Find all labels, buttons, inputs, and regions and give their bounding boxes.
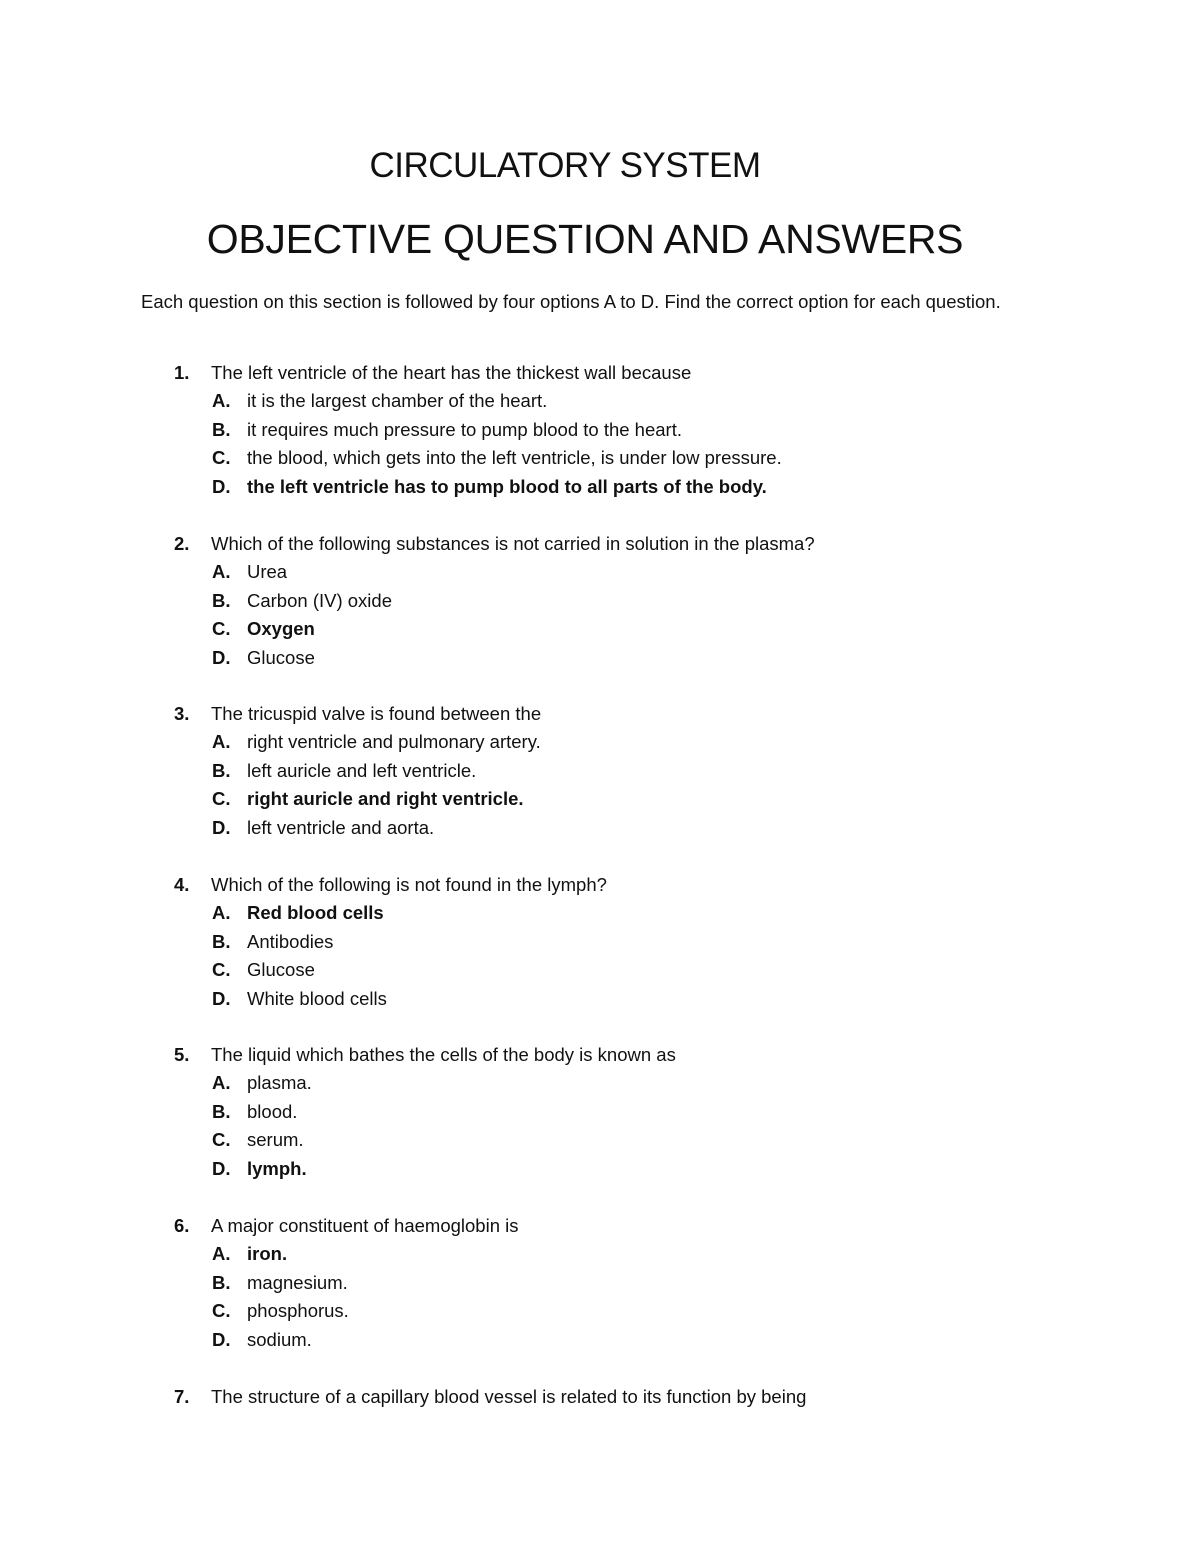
option-text: Glucose xyxy=(247,959,315,981)
option-text: Urea xyxy=(247,561,288,583)
question-text: The tricuspid valve is found between the xyxy=(211,703,542,724)
option-a xyxy=(174,1240,1074,1268)
correct-answer-text: the left ventricle has to pump blood to all parts of the body. xyxy=(247,475,767,497)
option-d xyxy=(174,1326,1074,1354)
option-c xyxy=(174,444,1074,472)
option-a xyxy=(174,387,1074,415)
option-letter: D. xyxy=(212,646,231,668)
document-subtitle: OBJECTIVE QUESTION AND ANSWERS xyxy=(206,216,964,262)
option-letter: C. xyxy=(212,959,231,981)
question-number: 7. xyxy=(174,1386,190,1407)
question-text: The structure of a capillary blood vessel is related to its function by being xyxy=(211,1386,807,1407)
question-text: A major constituent of haemoglobin is xyxy=(211,1215,519,1236)
option-d xyxy=(174,814,1074,842)
question-5 xyxy=(174,1041,1074,1183)
option-letter: A. xyxy=(212,561,231,583)
correct-answer-text: iron. xyxy=(247,1243,288,1265)
question-text: Which of the following substances is not carried in solution in the plasma? xyxy=(211,533,815,554)
option-c xyxy=(174,956,1074,984)
option-b xyxy=(174,1098,1074,1126)
option-letter: D. xyxy=(212,816,231,838)
option-letter: A. xyxy=(212,390,231,412)
question-text: Which of the following is not found in the lymph? xyxy=(211,874,607,895)
option-b xyxy=(174,928,1074,956)
option-text: Antibodies xyxy=(247,930,334,952)
correct-answer-text: lymph. xyxy=(247,1157,307,1179)
question-4 xyxy=(174,871,1074,1013)
option-b xyxy=(174,416,1074,444)
document-title: CIRCULATORY SYSTEM xyxy=(369,146,761,185)
question-text: The liquid which bathes the cells of the body is known as xyxy=(211,1044,676,1065)
question-7 xyxy=(174,1383,1074,1411)
option-d xyxy=(174,1155,1074,1183)
option-letter: C. xyxy=(212,618,231,640)
option-a xyxy=(174,728,1074,756)
option-text: magnesium. xyxy=(247,1271,348,1293)
option-letter: B. xyxy=(212,759,231,781)
correct-answer-text: Oxygen xyxy=(247,618,315,640)
option-letter: B. xyxy=(212,930,231,952)
option-text: plasma. xyxy=(247,1072,312,1094)
option-letter: A. xyxy=(212,1072,231,1094)
option-c xyxy=(174,615,1074,643)
question-text: The left ventricle of the heart has the thickest wall because xyxy=(211,362,692,383)
option-a xyxy=(174,558,1074,586)
option-c xyxy=(174,1126,1074,1154)
option-d xyxy=(174,644,1074,672)
option-letter: D. xyxy=(212,987,231,1009)
option-text: White blood cells xyxy=(247,987,387,1009)
option-a xyxy=(174,899,1074,927)
option-text: left ventricle and aorta. xyxy=(247,816,435,838)
question-number: 4. xyxy=(174,874,190,895)
option-text: Carbon (IV) oxide xyxy=(247,589,392,611)
option-text: right ventricle and pulmonary artery. xyxy=(247,731,541,753)
option-b xyxy=(174,587,1074,615)
option-text: left auricle and left ventricle. xyxy=(247,759,477,781)
option-text: the blood, which gets into the left ventricle, is under low pressure. xyxy=(247,447,782,469)
correct-answer-text: right auricle and right ventricle. xyxy=(247,788,524,810)
option-b xyxy=(174,757,1074,785)
option-text: serum. xyxy=(247,1129,304,1151)
option-letter: B. xyxy=(212,418,231,440)
option-c xyxy=(174,785,1074,813)
option-letter: C. xyxy=(212,447,231,469)
option-letter: C. xyxy=(212,1129,231,1151)
option-letter: D. xyxy=(212,1157,231,1179)
option-c xyxy=(174,1297,1074,1325)
option-b xyxy=(174,1269,1074,1297)
option-d xyxy=(174,985,1074,1013)
option-letter: B. xyxy=(212,1271,231,1293)
question-number: 6. xyxy=(174,1215,190,1236)
option-letter: C. xyxy=(212,788,231,810)
question-1 xyxy=(174,359,1074,501)
question-number: 5. xyxy=(174,1044,190,1065)
question-3 xyxy=(174,700,1074,842)
option-letter: B. xyxy=(212,1100,231,1122)
option-text: Glucose xyxy=(247,646,315,668)
option-letter: A. xyxy=(212,1243,231,1265)
option-letter: A. xyxy=(212,902,231,924)
question-number: 2. xyxy=(174,533,190,554)
option-text: blood. xyxy=(247,1100,298,1122)
correct-answer-text: Red blood cells xyxy=(247,902,384,924)
option-letter: D. xyxy=(212,475,231,497)
question-6 xyxy=(174,1212,1074,1354)
option-letter: D. xyxy=(212,1328,231,1350)
question-number: 3. xyxy=(174,703,190,724)
option-d xyxy=(174,473,1074,501)
question-2 xyxy=(174,530,1074,672)
option-text: it requires much pressure to pump blood to the heart. xyxy=(247,418,682,440)
option-text: phosphorus. xyxy=(247,1300,349,1322)
option-letter: A. xyxy=(212,731,231,753)
option-a xyxy=(174,1069,1074,1097)
option-text: it is the largest chamber of the heart. xyxy=(247,390,548,412)
question-number: 1. xyxy=(174,362,190,383)
option-letter: B. xyxy=(212,589,231,611)
option-letter: C. xyxy=(212,1300,231,1322)
instructions-paragraph: Each question on this section is followed by four options A to D. Find the correct option for each question. xyxy=(141,291,1001,312)
option-text: sodium. xyxy=(247,1328,312,1350)
